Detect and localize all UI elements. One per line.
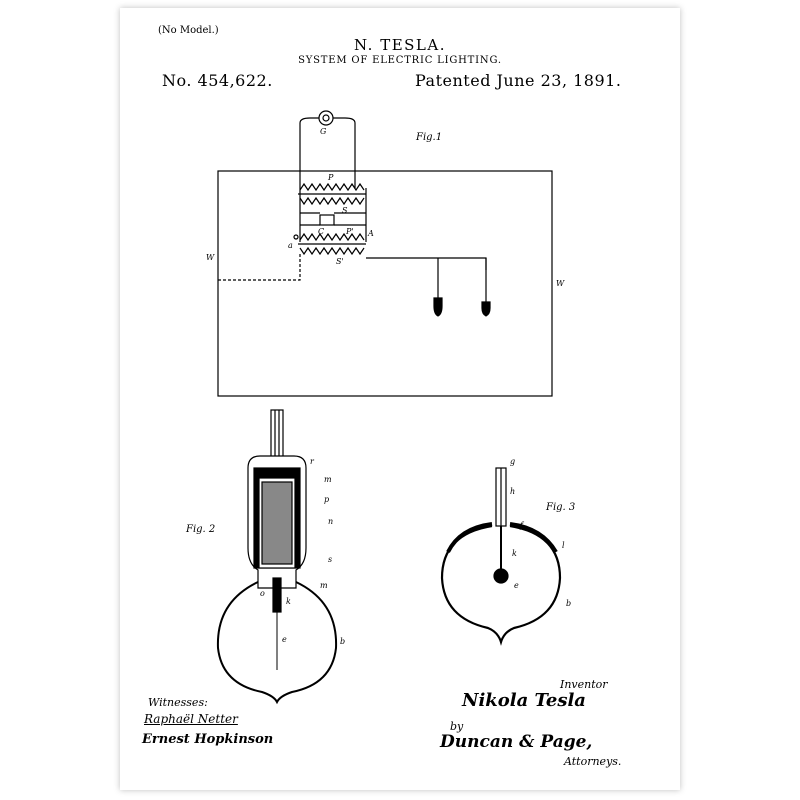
fig2-letter-p: p [324, 495, 330, 504]
fig1-outer-loop [218, 171, 552, 396]
lamp-1 [434, 298, 442, 316]
fig3-letter-k: k [512, 549, 517, 558]
fig2-lamp [218, 410, 336, 702]
fig1-letter-a-upper: A [368, 229, 374, 238]
fig1-letter-w-right: W [556, 279, 565, 288]
patent-number: No. 454,622. [162, 71, 273, 90]
fig2-label: Fig. 2 [186, 524, 216, 535]
fig2-stem [273, 578, 281, 612]
drawing-letters [185, 127, 575, 646]
fig3-letter-b: b [566, 599, 572, 608]
attorneys-label: Attorneys. [564, 755, 622, 768]
generator-symbol [319, 111, 333, 125]
witness-1-signature: Raphaël Netter [144, 712, 238, 726]
patent-date: Patented June 23, 1891. [415, 71, 622, 90]
fig2-letter-s: s [328, 555, 333, 564]
fig1-letter-a: a [288, 241, 293, 250]
fig2-letter-k: k [286, 597, 291, 606]
fig2-letter-m: m [324, 475, 332, 484]
fig1-letter-w-left: W [206, 253, 215, 262]
fig2-top-rod [271, 410, 283, 460]
by-label: by [450, 720, 464, 733]
inventor-signature: Nikola Tesla [462, 690, 586, 711]
witness-2-signature: Ernest Hopkinson [142, 732, 274, 747]
patent-title: SYSTEM OF ELECTRIC LIGHTING. [298, 55, 502, 66]
fig1-letter-c: C [318, 227, 325, 236]
inventor-name-heading: N. TESLA. [354, 36, 446, 54]
fig2-conductor [262, 482, 292, 564]
primary-coil-p2 [300, 234, 364, 240]
fig1-letter-g: G [320, 127, 327, 136]
fig1-letter-p2: P' [346, 227, 354, 236]
lamp-2 [482, 302, 490, 316]
inventor-label: Inventor [560, 678, 608, 691]
fig3-letter-g: g [510, 457, 516, 466]
fig2-letter-r: r [310, 457, 314, 466]
attorneys-signature: Duncan & Page, [440, 732, 593, 752]
fig3-letter-h: h [510, 487, 516, 496]
fig1-letter-p: P [328, 173, 334, 182]
fig1-letter-s: S [342, 206, 348, 215]
fig3-letter-f: f [520, 521, 523, 530]
condenser-c [320, 215, 334, 225]
fig2-letter-b: b [340, 637, 346, 646]
secondary-coil-s [300, 198, 364, 204]
fig1-letter-s2: S' [336, 257, 344, 266]
secondary-coil-s2 [300, 248, 364, 254]
terminal-a [294, 235, 298, 239]
fig3-section [442, 468, 560, 642]
no-model-note: (No Model.) [158, 25, 219, 36]
lamp-leads [366, 258, 486, 298]
fig3-button [494, 569, 508, 583]
fig1-label: Fig.1 [416, 132, 443, 143]
patent-drawing [120, 8, 680, 790]
fig2-letter-e: e [282, 635, 287, 644]
fig3-letter-l: l [562, 541, 565, 550]
patent-sheet [120, 8, 680, 790]
generator-core [323, 115, 329, 121]
lead-dashed [218, 254, 300, 280]
fig2-letter-n: n [328, 517, 334, 526]
witnesses-label: Witnesses: [148, 696, 208, 709]
fig3-label: Fig. 3 [546, 502, 576, 513]
fig3-letter-e: e [514, 581, 519, 590]
fig1-circuit [218, 111, 552, 396]
fig2-letter-o: o [260, 589, 265, 598]
fig2-letter-m2: m [320, 581, 328, 590]
